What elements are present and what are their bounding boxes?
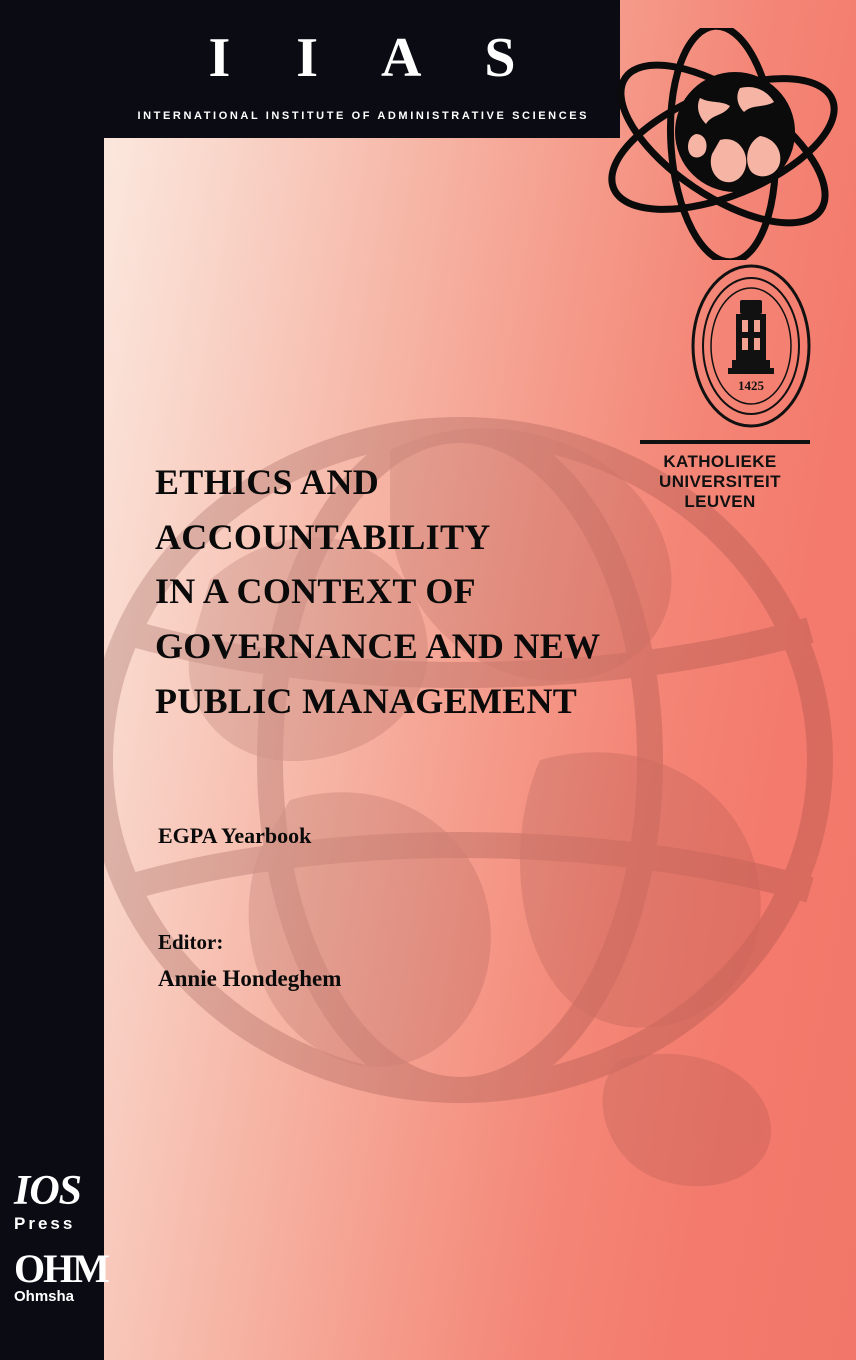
publisher-press-label: Press: [14, 1213, 76, 1233]
atom-globe-icon: [600, 28, 846, 260]
ku-leuven-name-line3: LEUVEN: [684, 492, 756, 512]
ohmsha-mark: OHM: [14, 1245, 108, 1291]
book-title-line-5: PUBLIC MANAGEMENT: [155, 680, 578, 721]
ku-leuven-name-line1: KATHOLIEKE: [663, 452, 777, 471]
svg-text:1425: 1425: [738, 378, 764, 393]
book-series: EGPA Yearbook: [158, 823, 312, 848]
editor-label: Editor:: [158, 930, 224, 954]
book-title-line-3: IN A CONTEXT OF: [155, 571, 476, 612]
editor-name: Annie Hondeghem: [158, 966, 342, 991]
book-title: [155, 455, 715, 729]
ku-leuven-divider: [640, 440, 810, 444]
ku-leuven-seal-icon: [688, 262, 814, 430]
cover-spine-bar: [0, 0, 108, 1360]
book-title-line-1: ETHICS AND: [155, 462, 380, 502]
ohmsha-name: Ohmsha: [14, 1287, 75, 1305]
book-title-line-4: GOVERNANCE AND NEW: [155, 626, 601, 667]
book-title-line-2: ACCOUNTABILITY: [155, 516, 491, 557]
iias-acronym: I I A S: [208, 27, 542, 89]
ku-leuven-name-line2: UNIVERSITEIT: [659, 472, 781, 492]
publisher-logo: [14, 1168, 108, 1305]
iias-full-name: INTERNATIONAL INSTITUTE OF ADMINISTRATIVE SCIENCES: [137, 110, 590, 122]
publisher-name: IOS: [14, 1168, 82, 1214]
